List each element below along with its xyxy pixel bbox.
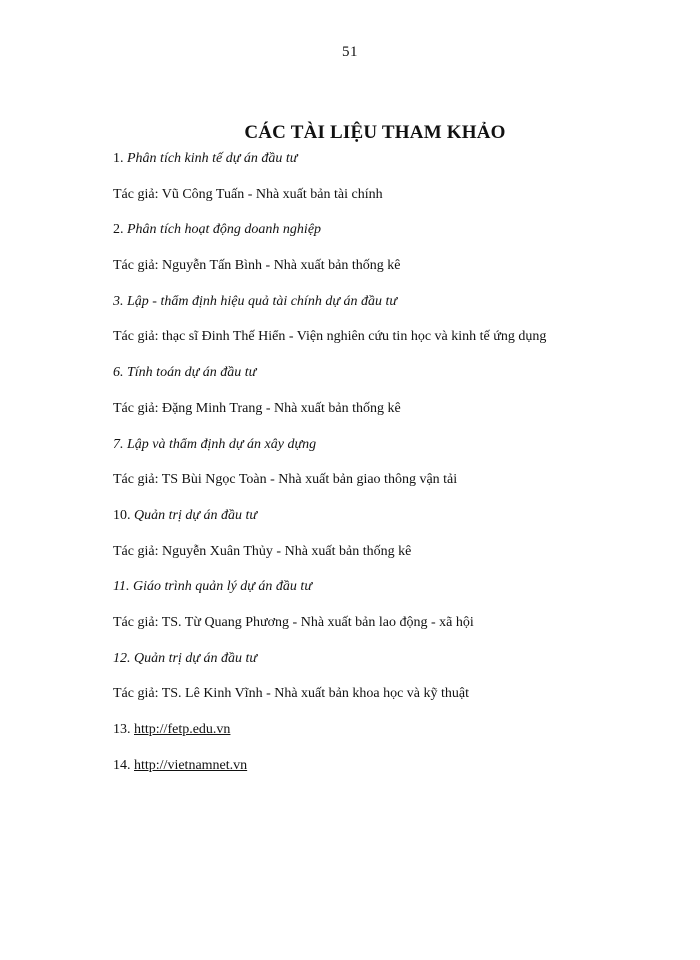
reference-number: 13. xyxy=(113,722,134,737)
reference-title-line xyxy=(113,364,673,400)
reference-title: Lập - thẩm định hiệu quả tài chính dự án đầu tư xyxy=(127,293,397,309)
reference-number: 12. xyxy=(113,650,134,666)
reference-list xyxy=(113,150,673,792)
reference-author-line: Tác giả: Vũ Công Tuấn - Nhà xuất bản tài chính xyxy=(113,186,383,202)
reference-number: 11. xyxy=(113,579,133,595)
reference-number: 14. xyxy=(113,757,134,773)
reference-author-line: Tác giả: TS Bùi Ngọc Toàn - Nhà xuất bản giao thông vận tải xyxy=(113,472,458,488)
reference-title: Quản trị dự án đầu tư xyxy=(134,507,257,523)
reference-number: 7. xyxy=(113,436,127,452)
reference-link-line xyxy=(113,757,673,793)
reference-title-line xyxy=(113,507,673,543)
reference-title: Phân tích hoạt động doanh nghiệp xyxy=(127,222,322,238)
fetp-link[interactable]: http://fetp.edu.vn xyxy=(134,722,231,737)
reference-title: Quản trị dự án đầu tư xyxy=(134,650,257,666)
reference-author-line: Tác giả: Nguyễn Tấn Bình - Nhà xuất bản thống kê xyxy=(113,258,401,274)
reference-title-line xyxy=(113,650,673,686)
reference-author-line: Tác giả: Đặng Minh Trang - Nhà xuất bản thống kê xyxy=(113,400,401,416)
reference-number: 6. xyxy=(113,365,127,381)
reference-title-line xyxy=(113,150,673,186)
reference-title: Lập và thẩm định dự án xây dựng xyxy=(127,436,317,452)
vietnamnet-link[interactable]: http://vietnamnet.vn xyxy=(134,757,248,773)
reference-number: 10. xyxy=(113,507,134,523)
reference-author-line: Tác giả: thạc sĩ Đinh Thế Hiển - Viện nghiên cứu tin học và kinh tế ứng dụng xyxy=(113,329,547,345)
reference-number: 1. xyxy=(113,151,127,166)
reference-author-line: Tác giả: TS. Từ Quang Phương - Nhà xuất bản lao động - xã hội xyxy=(113,614,474,630)
reference-number: 2. xyxy=(113,222,127,238)
reference-title-line xyxy=(113,578,673,614)
reference-title-line xyxy=(113,221,673,257)
page-number: 51 xyxy=(342,44,358,60)
reference-number: 3. xyxy=(113,293,127,309)
reference-title-line xyxy=(113,293,673,329)
reference-author-line: Tác giả: Nguyễn Xuân Thủy - Nhà xuất bản thống kê xyxy=(113,543,412,559)
reference-title: Giáo trình quản lý dự án đầu tư xyxy=(132,579,312,595)
reference-title: Tính toán dự án đầu tư xyxy=(127,365,257,381)
reference-title: Phân tích kinh tế dự án đầu tư xyxy=(127,151,298,166)
reference-author-line: Tác giả: TS. Lê Kinh Vĩnh - Nhà xuất bản khoa học và kỹ thuật xyxy=(113,686,470,702)
reference-link-line xyxy=(113,721,673,757)
reference-title-line xyxy=(113,436,673,472)
page-title: CÁC TÀI LIỆU THAM KHẢO xyxy=(244,122,506,143)
